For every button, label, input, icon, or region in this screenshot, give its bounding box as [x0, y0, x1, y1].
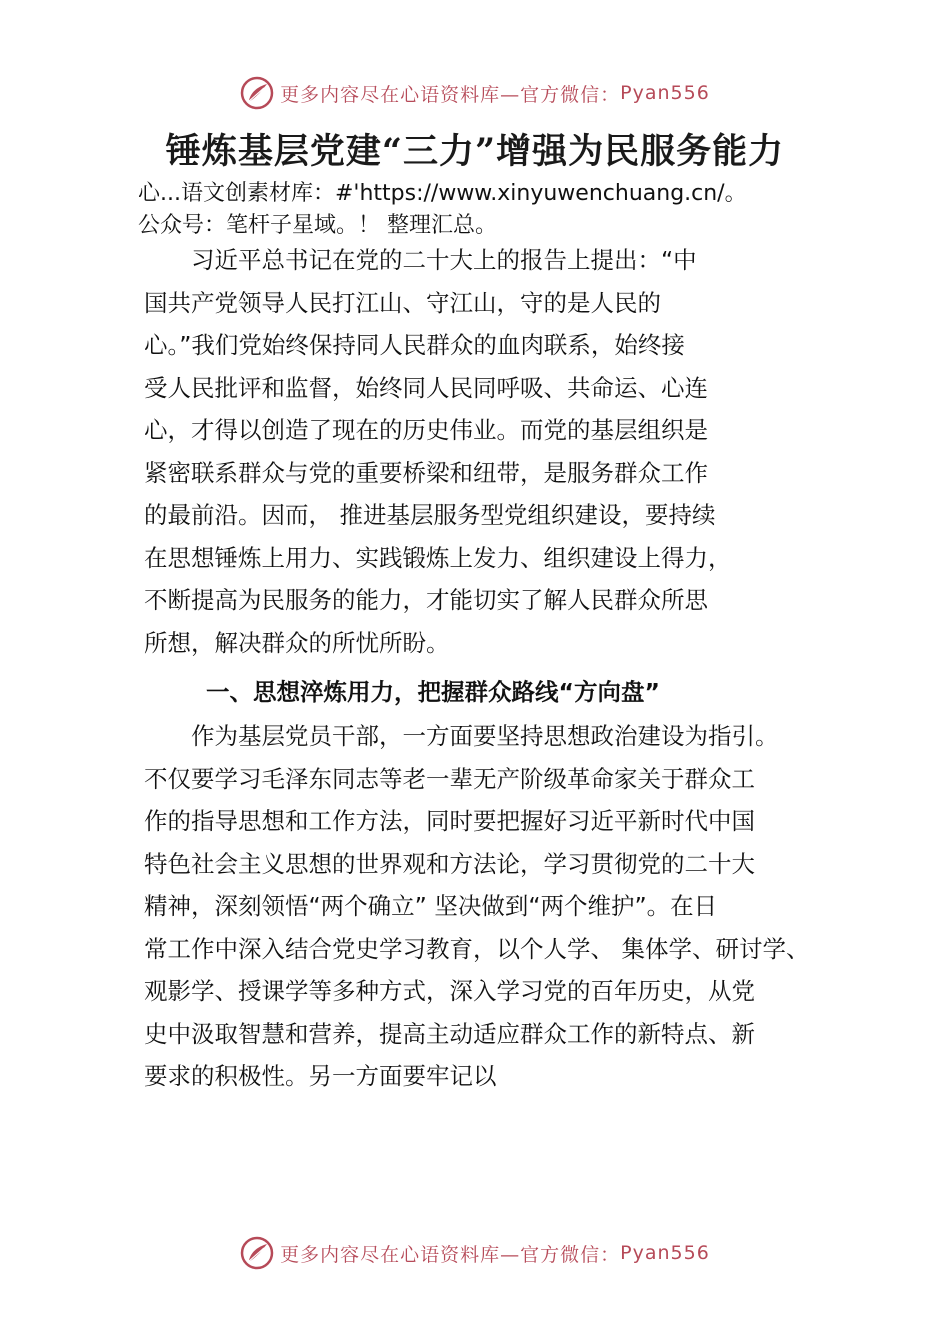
section-heading: 一、思想淬炼用力，把握群众路线“方向盘”: [206, 678, 660, 706]
text-line: 观影学、授课学等多种方式，深入学习党的百年历史，从党: [144, 977, 755, 1005]
text-line: 所想，解决群众的所忧所盼。: [144, 628, 450, 657]
text-line: 紧密联系群众与党的重要桥梁和纽带，是服务群众工作: [144, 458, 708, 487]
text-line: 习近平总书记在党的二十大上的报告上提出：“中: [144, 246, 697, 274]
banner-wechat-id: Pyan556: [620, 82, 710, 104]
text-line: 特色社会主义思想的世界观和方法论，学习贯彻党的二十大: [144, 849, 755, 878]
text-line: 在思想锤炼上用力、实践锻炼上发力、组织建设上得力，: [144, 543, 732, 572]
text-line: 不断提高为民服务的能力，才能切实了解人民群众所思: [144, 586, 708, 614]
text-line: 作的指导思想和工作方法，同时要把握好习近平新时代中国: [144, 807, 755, 835]
footer-banner: [0, 1233, 950, 1273]
text-line: 受人民批评和监督，始终同人民同呼吸、共命运、心连: [144, 373, 708, 402]
text-line: 精神，深刻领悟“两个确立” 坚决做到“两个维护”。在日: [144, 892, 718, 920]
text-line: 作为基层党员干部，一方面要坚持思想政治建设为指引。: [144, 722, 779, 750]
text-line: 常工作中深入结合党史学习教育，以个人学、 集体学、研讨学、: [144, 934, 810, 963]
header-banner: [0, 73, 950, 113]
source-line: 心...语文创素材库：#'https://www.xinyuwenchuang.cn/。: [138, 181, 747, 206]
text-line: 不仅要学习毛泽东同志等老一辈无产阶级革命家关于群众工: [144, 764, 755, 793]
source-line: 公众号：笔杆子星域。！ 整理汇总。: [138, 213, 497, 238]
leaf-seal-icon: [240, 76, 274, 110]
paragraph-intro: [144, 239, 732, 664]
text-line: 心。”我们党始终保持同人民群众的血肉联系，始终接: [144, 331, 685, 359]
text-line: 要求的积极性。另一方面要牢记以: [144, 1062, 497, 1090]
banner-wechat-id: Pyan556: [620, 1242, 710, 1264]
leaf-seal-icon: [240, 1236, 274, 1270]
text-line: 心，才得以创造了现在的历史伟业。而党的基层组织是: [144, 416, 708, 444]
document-title: 锤炼基层党建“三力”增强为民服务能力: [165, 131, 785, 172]
banner-brand-text: 更多内容尽在心语资料库—官方微信：: [280, 1243, 621, 1266]
text-line: 史中汲取智慧和营养，提高主动适应群众工作的新特点、新: [144, 1019, 755, 1048]
text-line: 的最前沿。因而， 推进基层服务型党组织建设，要持续: [144, 501, 716, 529]
banner-brand-text: 更多内容尽在心语资料库—官方微信：: [280, 83, 621, 106]
paragraph-section-one: [144, 715, 809, 1098]
text-line: 国共产党领导人民打江山、守江山，守的是人民的: [144, 288, 661, 317]
